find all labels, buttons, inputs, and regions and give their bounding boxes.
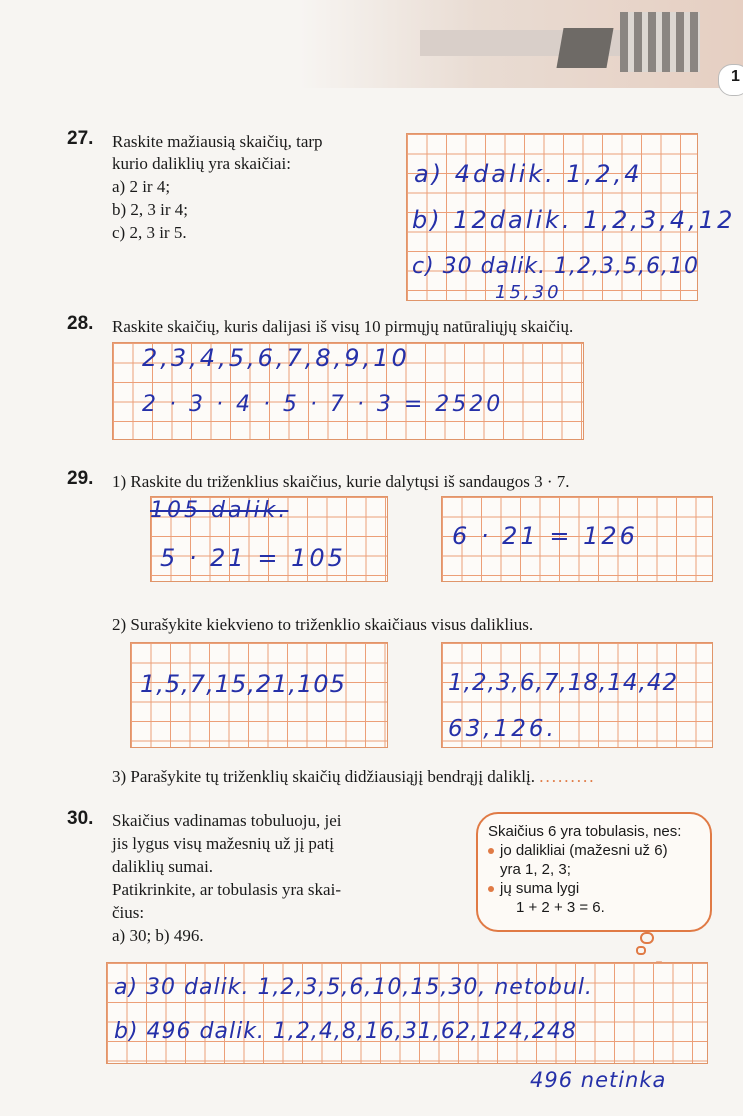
task-27-answer-c2: 15,30 (495, 282, 562, 303)
task-27-line-3: a) 2 ir 4; (112, 177, 171, 196)
task-27-answer-c: c) 30 dalik. 1,2,3,5,6,10 (412, 254, 700, 279)
task-27-line-5: c) 2, 3 ir 5. (112, 223, 187, 242)
book-decoration-icon (556, 28, 613, 68)
task-29-answer-c: 1,5,7,15,21,105 (140, 670, 346, 698)
task-29-answer-b: 6 · 21 = 126 (452, 522, 638, 550)
page-number: 1 (731, 68, 740, 85)
task-30-answer-b: b) 496 dalik. 1,2,4,8,16,31,62,124,248 (114, 1019, 577, 1044)
task-27-answer-a: a) 4dalik. 1,2,4 (414, 160, 643, 188)
thought-dot-2 (636, 946, 646, 955)
task-29-answer-d1: 1,2,3,6,7,18,14,42 (448, 670, 679, 696)
thought-dot-1 (640, 932, 654, 944)
task-29-answer-a: 5 · 21 = 105 (160, 544, 346, 572)
hint-bullet-2b: 1 + 2 + 3 = 6. (516, 899, 605, 916)
answer-dots: ......... (539, 767, 596, 786)
hint-title: Skaičius 6 yra tobulasis, nes: (488, 823, 682, 840)
task-27-line-4: b) 2, 3 ir 4; (112, 200, 189, 219)
task-29-crossed-text: 105 dalik. (150, 498, 289, 523)
hint-bullet-1-icon (488, 848, 494, 854)
task-30-answer-c: 496 netinka (530, 1068, 667, 1092)
task-28-text: Raskite skaičių, kuris dalijasi iš visų 10 pirmųjų natūraliųjų skaičių. (112, 317, 574, 336)
task-28-answer-2: 2 · 3 · 4 · 5 · 7 · 3 = 2520 (142, 392, 504, 417)
hint-bullet-2: jų suma lygi (500, 880, 580, 897)
task-28-answer-1: 2,3,4,5,6,7,8,9,10 (142, 344, 410, 372)
task-29-question-3-text: 3) Parašykite tų triženklių skaičių didžiausiąjį bendrąjį daliklį. (112, 767, 535, 786)
task-29-question-2: 2) Surašykite kiekvieno to triženklio skaičiaus visus daliklius. (112, 615, 534, 634)
task-27-line-1: Raskite mažiausią skaičių, tarp (112, 132, 323, 151)
task-30-number: 30. (67, 808, 94, 829)
hint-bubble (476, 812, 712, 932)
task-27-answer-b: b) 12dalik. 1,2,3,4,12 (412, 206, 736, 234)
hint-bullet-1: jo dalikliai (mažesni už 6) (500, 842, 668, 859)
task-29-answer-d2: 63,126. (448, 716, 557, 742)
task-30-line-3: daliklių sumai. (112, 857, 214, 876)
task-28-number: 28. (67, 313, 94, 334)
task-29-question-3 (112, 766, 596, 787)
task-29-number: 29. (67, 468, 94, 489)
task-30-line-4: Patikrinkite, ar tobulasis yra skai- (112, 880, 341, 899)
task-30-line-1: Skaičius vadinamas tobuluoju, jei (112, 811, 342, 830)
task-30-line-2: jis lygus visų mažesnių už jį patį (112, 834, 334, 853)
task-30-line-6: a) 30; b) 496. (112, 926, 204, 945)
task-27-line-2: kurio daliklių yra skaičiai: (112, 154, 291, 173)
task-30-line-5: čius: (112, 903, 145, 922)
task-29-question-1: 1) Raskite du triženklius skaičius, kurie dalytųsi iš sandaugos 3 · 7. (112, 472, 570, 491)
task-27-number: 27. (67, 128, 94, 149)
hint-bullet-1b: yra 1, 2, 3; (500, 861, 571, 878)
column-decoration-icon (620, 12, 700, 72)
hint-bullet-2-icon (488, 886, 494, 892)
task-30-answer-a: a) 30 dalik. 1,2,3,5,6,10,15,30, netobul. (114, 975, 593, 1000)
